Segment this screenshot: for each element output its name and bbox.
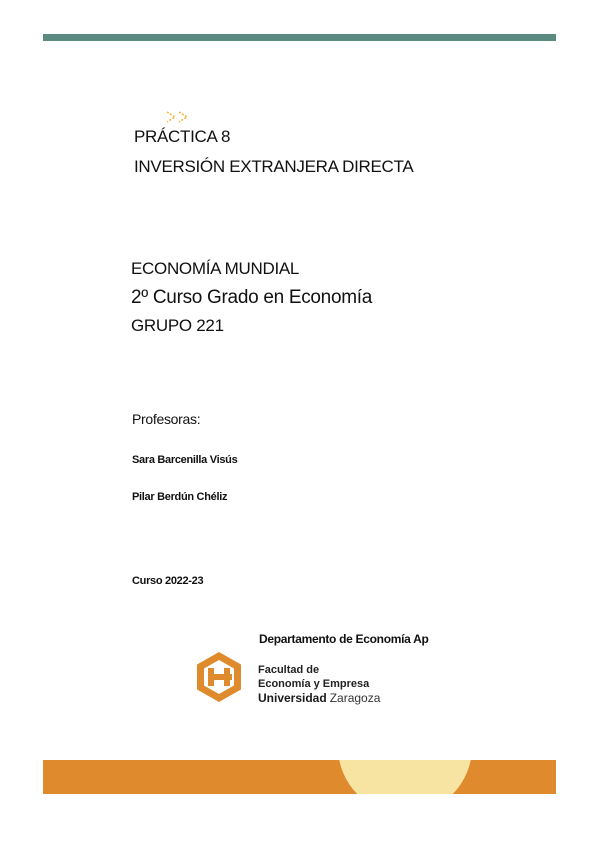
- teacher-name: Pilar Berdún Chéliz: [132, 491, 228, 503]
- teachers-label: Profesoras:: [132, 411, 201, 427]
- logo-line-faculty: Facultad de: [258, 664, 320, 676]
- bottom-decorative-bar: [43, 760, 556, 794]
- faculty-logo-text: [258, 663, 380, 705]
- logo-university: [258, 691, 380, 705]
- teacher-name: Sara Barcenilla Visús: [132, 454, 238, 466]
- faculty-logo-icon: [193, 651, 245, 703]
- bottom-decorative-circle: [338, 760, 472, 794]
- logo-line-economy: Economía y Empresa: [258, 678, 370, 690]
- logo-university-city: Zaragoza: [329, 691, 381, 705]
- department-name: Departamento de Economía Ap: [259, 632, 429, 646]
- academic-year: Curso 2022-23: [132, 575, 204, 587]
- top-decorative-bar: [43, 34, 556, 41]
- degree-course: 2º Curso Grado en Economía: [131, 287, 372, 308]
- double-chevron-icon: [165, 110, 205, 124]
- practice-title: PRÁCTICA 8: [134, 127, 231, 146]
- logo-university-bold: Universidad: [258, 691, 327, 705]
- group-number: GRUPO 221: [131, 316, 224, 335]
- subject-name: ECONOMÍA MUNDIAL: [131, 259, 300, 278]
- practice-subtitle: INVERSIÓN EXTRANJERA DIRECTA: [134, 157, 414, 176]
